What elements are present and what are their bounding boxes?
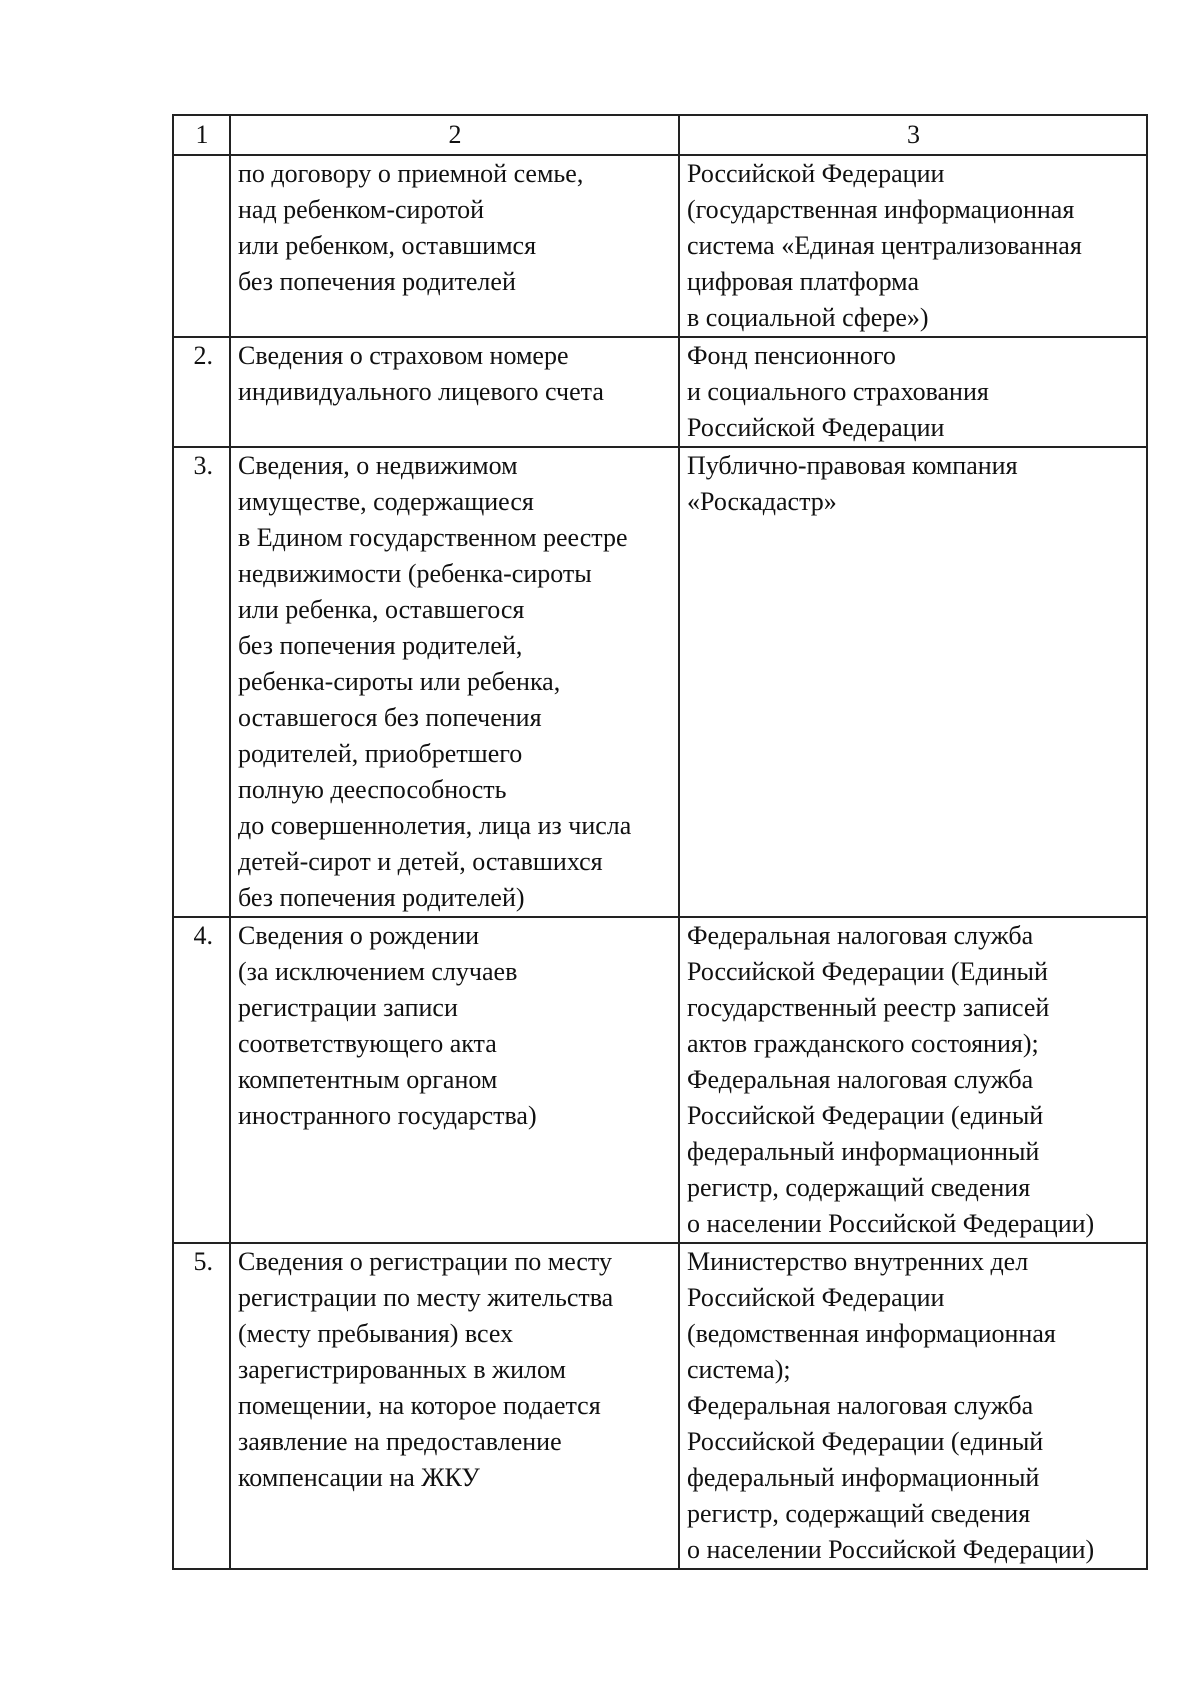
header-cell-2: 2 [230, 115, 679, 155]
info-line: индивидуального лицевого счета [238, 377, 604, 406]
source-line: регистр, содержащий сведения [687, 1499, 1031, 1528]
header-cell-1: 1 [173, 115, 230, 155]
info-line: компетентным органом [238, 1065, 498, 1094]
source-line: и социального страхования [687, 377, 989, 406]
source-line: Министерство внутренних дел [687, 1247, 1029, 1276]
info-cell [230, 447, 679, 917]
header-cell-3: 3 [679, 115, 1147, 155]
info-line: регистрации по месту жительства [238, 1283, 614, 1312]
info-line: иностранного государства) [238, 1101, 537, 1130]
document-table [172, 114, 1148, 1570]
info-line: помещении, на которое подается [238, 1391, 601, 1420]
row-number [173, 155, 230, 337]
source-line: Федеральная налоговая служба [687, 1065, 1034, 1094]
info-line: соответствующего акта [238, 1029, 497, 1058]
source-line: Федеральная налоговая служба [687, 1391, 1034, 1420]
source-cell [679, 337, 1147, 447]
info-line: Сведения о регистрации по месту [238, 1247, 612, 1276]
info-line: Сведения о страховом номере [238, 341, 569, 370]
info-line: без попечения родителей, [238, 631, 523, 660]
source-line: система); [687, 1355, 791, 1384]
source-line: федеральный информационный [687, 1137, 1040, 1166]
source-line: цифровая платформа [687, 267, 919, 296]
source-line: «Роскадастр» [687, 487, 837, 516]
source-line: Российской Федерации (единый [687, 1101, 1044, 1130]
info-line: регистрации записи [238, 993, 458, 1022]
row-number: 2. [173, 337, 230, 447]
table-row [173, 337, 1147, 447]
info-line: по договору о приемной семье, [238, 159, 584, 188]
info-line: без попечения родителей) [238, 883, 525, 912]
table-row [173, 917, 1147, 1243]
source-line: актов гражданского состояния); [687, 1029, 1039, 1058]
source-line: Российской Федерации [687, 159, 945, 188]
info-line: (за исключением случаев [238, 957, 518, 986]
table-row [173, 155, 1147, 337]
table-row [173, 1243, 1147, 1569]
info-cell [230, 1243, 679, 1569]
source-line: Российской Федерации [687, 1283, 945, 1312]
source-cell [679, 1243, 1147, 1569]
row-number: 5. [173, 1243, 230, 1569]
info-line: детей-сирот и детей, оставшихся [238, 847, 603, 876]
source-line: Публично-правовая компания [687, 451, 1018, 480]
info-line: родителей, приобретшего [238, 739, 523, 768]
row-number: 4. [173, 917, 230, 1243]
info-line: заявление на предоставление [238, 1427, 562, 1456]
info-line: зарегистрированных в жилом [238, 1355, 566, 1384]
info-line: без попечения родителей [238, 267, 516, 296]
source-line: Фонд пенсионного [687, 341, 896, 370]
source-line: федеральный информационный [687, 1463, 1040, 1492]
info-line: или ребенком, оставшимся [238, 231, 537, 260]
info-line: ребенка-сироты или ребенка, [238, 667, 561, 696]
info-line: до совершеннолетия, лица из числа [238, 811, 632, 840]
source-line: (ведомственная информационная [687, 1319, 1056, 1348]
info-cell [230, 337, 679, 447]
source-line: (государственная информационная [687, 195, 1075, 224]
info-line: недвижимости (ребенка-сироты [238, 559, 592, 588]
source-cell [679, 917, 1147, 1243]
info-line: Сведения, о недвижимом [238, 451, 518, 480]
source-line: государственный реестр записей [687, 993, 1050, 1022]
source-line: система «Единая централизованная [687, 231, 1082, 260]
source-line: о населении Российской Федерации) [687, 1209, 1095, 1238]
source-cell [679, 155, 1147, 337]
table-header-row [173, 115, 1147, 155]
source-line: регистр, содержащий сведения [687, 1173, 1031, 1202]
source-line: Федеральная налоговая служба [687, 921, 1034, 950]
source-line: Российской Федерации (единый [687, 1427, 1044, 1456]
info-line: Сведения о рождении [238, 921, 480, 950]
info-cell [230, 917, 679, 1243]
info-line: имуществе, содержащиеся [238, 487, 534, 516]
source-line: о населении Российской Федерации) [687, 1535, 1095, 1564]
info-line: в Едином государственном реестре [238, 523, 628, 552]
info-line: компенсации на ЖКУ [238, 1463, 480, 1492]
source-line: в социальной сфере») [687, 303, 929, 332]
source-cell [679, 447, 1147, 917]
info-line: (месту пребывания) всех [238, 1319, 514, 1348]
info-line: над ребенком-сиротой [238, 195, 485, 224]
source-line: Российской Федерации [687, 413, 945, 442]
info-line: оставшегося без попечения [238, 703, 542, 732]
info-cell [230, 155, 679, 337]
info-line: полную дееспособность [238, 775, 507, 804]
info-line: или ребенка, оставшегося [238, 595, 525, 624]
source-line: Российской Федерации (Единый [687, 957, 1048, 986]
row-number: 3. [173, 447, 230, 917]
table-row [173, 447, 1147, 917]
